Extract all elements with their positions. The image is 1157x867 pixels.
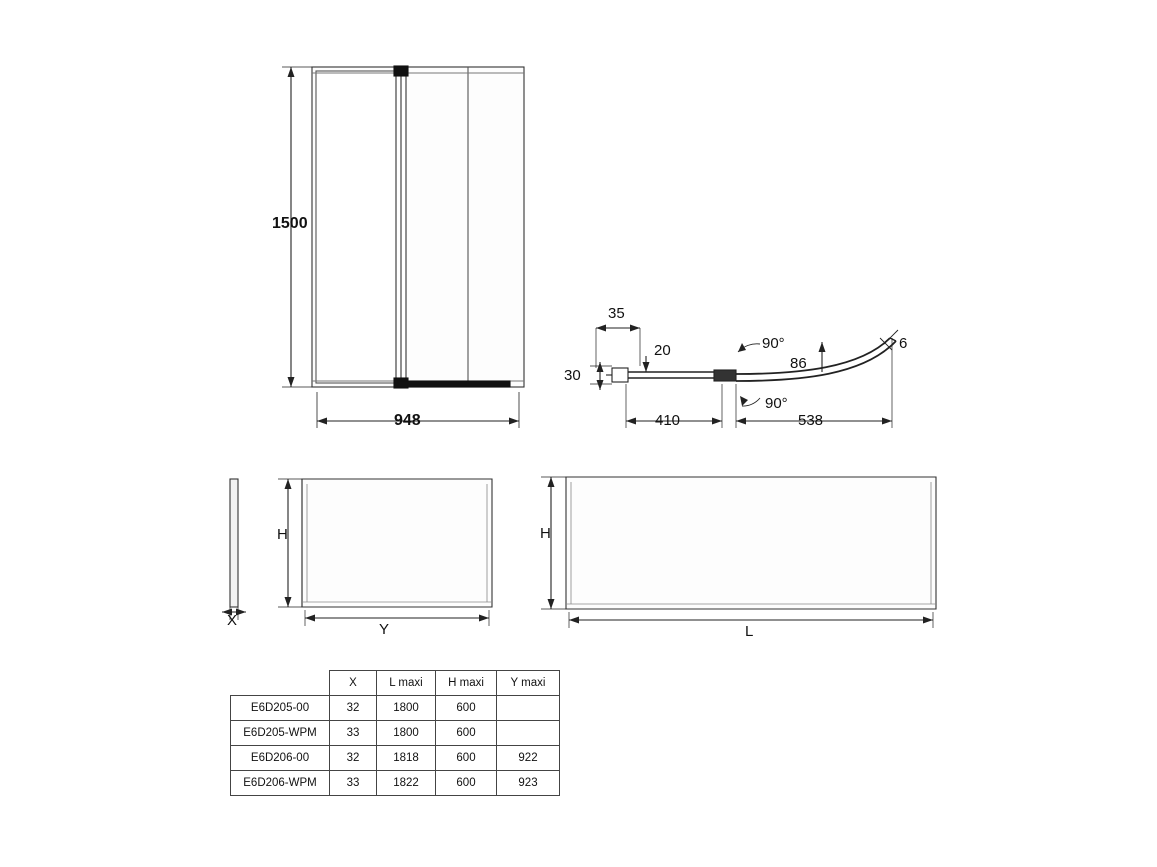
row-model-name: E6D206-WPM	[231, 771, 330, 796]
dim-label-width-948: 948	[394, 412, 421, 429]
row-h: 600	[436, 721, 497, 746]
table-header-l-maxi: L maxi	[377, 671, 436, 696]
dim-label-30: 30	[564, 367, 581, 384]
table-row	[231, 696, 560, 721]
row-model-name: E6D205-WPM	[231, 721, 330, 746]
row-h: 600	[436, 771, 497, 796]
dim-label-x: X	[227, 612, 238, 629]
row-x: 33	[330, 771, 377, 796]
dim-label-h-front-panel: H	[540, 525, 551, 542]
row-y	[497, 696, 560, 721]
spec-table	[230, 670, 560, 796]
row-h: 600	[436, 746, 497, 771]
dim-label-y: Y	[379, 621, 390, 638]
row-y	[497, 721, 560, 746]
row-h: 600	[436, 696, 497, 721]
dim-label-h-end-panel: H	[277, 526, 288, 543]
table-header-h-maxi: H maxi	[436, 671, 497, 696]
row-x: 32	[330, 696, 377, 721]
row-y: 922	[497, 746, 560, 771]
row-l: 1800	[377, 696, 436, 721]
table-row	[231, 771, 560, 796]
table-header-x: X	[330, 671, 377, 696]
table-header-blank	[231, 671, 330, 696]
row-l: 1818	[377, 746, 436, 771]
table-header-y-maxi: Y maxi	[497, 671, 560, 696]
row-x: 32	[330, 746, 377, 771]
row-model-name: E6D206-00	[231, 746, 330, 771]
row-l: 1800	[377, 721, 436, 746]
row-x: 33	[330, 721, 377, 746]
dim-label-angle-top: 90°	[762, 335, 785, 352]
dim-label-6: 6	[899, 335, 908, 352]
dim-label-angle-bottom: 90°	[765, 395, 788, 412]
row-y: 923	[497, 771, 560, 796]
table-row	[231, 721, 560, 746]
dim-label-l: L	[745, 623, 754, 640]
row-l: 1822	[377, 771, 436, 796]
dim-label-538: 538	[798, 412, 824, 429]
row-model-name: E6D205-00	[231, 696, 330, 721]
dim-label-410: 410	[655, 412, 681, 429]
dim-label-35: 35	[608, 305, 625, 322]
dim-label-20: 20	[654, 342, 671, 359]
table-row	[231, 746, 560, 771]
dim-label-height-1500: 1500	[272, 215, 308, 232]
dim-label-86: 86	[790, 355, 807, 372]
table-header-row	[231, 671, 560, 696]
